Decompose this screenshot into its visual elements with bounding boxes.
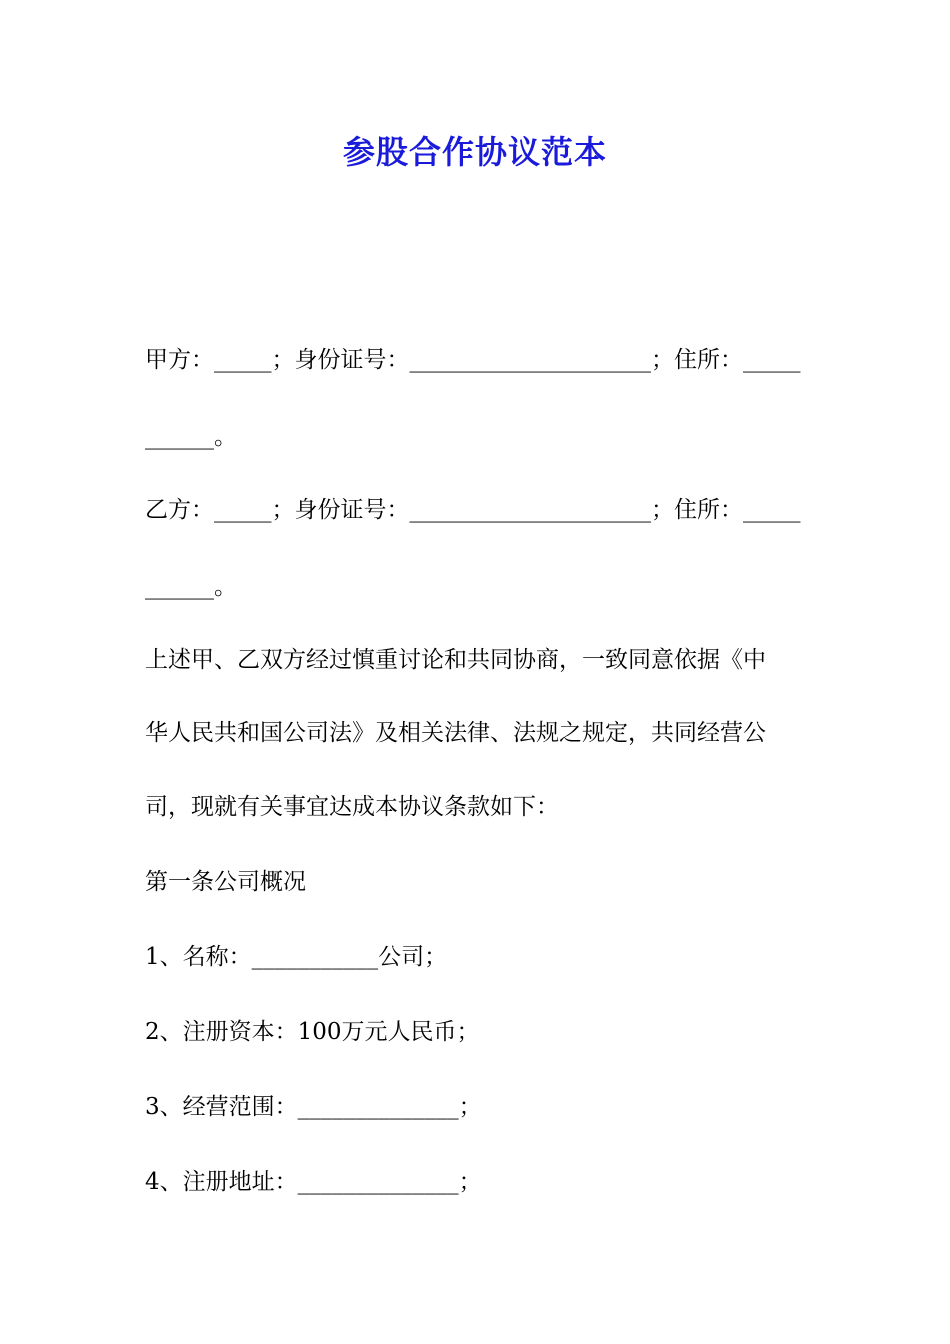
preamble-line-3: 司，现就有关事宜达成本协议条款如下： [145, 794, 559, 820]
document-title: 参股合作协议范本 [342, 133, 607, 171]
clause-scope: 3、经营范围：______________； [145, 1094, 482, 1120]
party-b-line: 乙方：_____；身份证号：_____________________；住所：_____ [145, 497, 801, 523]
preamble-line-1: 上述甲、乙双方经过慎重讨论和共同协商，一致同意依据《中 [145, 647, 766, 673]
party-a-line-cont: ______。 [145, 424, 237, 450]
article-heading: 第一条公司概况 [145, 869, 306, 895]
party-b-line-cont: ______。 [145, 574, 237, 600]
clause-address: 4、注册地址：______________； [145, 1169, 482, 1195]
party-a-line: 甲方：_____；身份证号：_____________________；住所：_____ [145, 347, 801, 373]
clause-capital: 2、注册资本：100万元人民币； [145, 1019, 480, 1045]
preamble-line-2: 华人民共和国公司法》及相关法律、法规之规定，共同经营公 [145, 720, 766, 746]
clause-name: 1、名称：___________公司； [145, 944, 448, 970]
